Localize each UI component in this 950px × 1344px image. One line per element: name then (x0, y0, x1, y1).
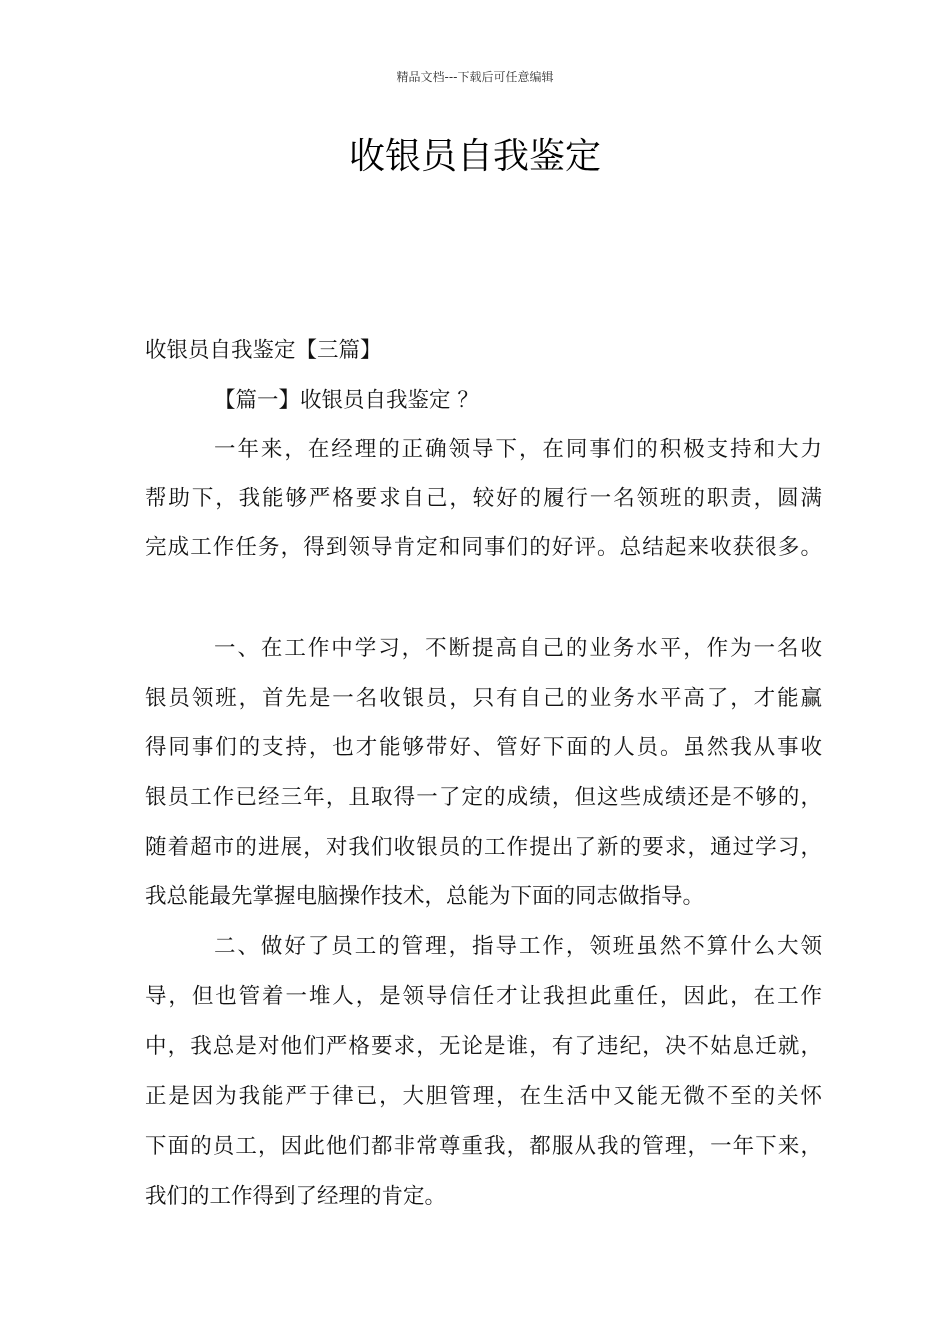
paragraph-line: 银员领班，首先是一名收银员，只有自己的业务水平高了，才能赢 (145, 686, 822, 711)
paragraph-line: 帮助下，我能够严格要求自己，较好的履行一名领班的职责，圆满 (145, 486, 822, 511)
document-title: 收银员自我鉴定 (348, 136, 601, 177)
paragraph-line: 下面的员工，因此他们都非常尊重我，都服从我的管理，一年下来， (145, 1134, 822, 1159)
paragraph-line: 一年来，在经理的正确领导下，在同事们的积极支持和大力 (214, 437, 822, 462)
paragraph-line: 一、在工作中学习，不断提高自己的业务水平，作为一名收 (214, 636, 822, 661)
subtitle: 收银员自我鉴定【三篇】 (145, 338, 382, 363)
paragraph-line: 我总能最先掌握电脑操作技术，总能为下面的同志做指导。 (145, 884, 705, 909)
paragraph-line: 正是因为我能严于律已，大胆管理，在生活中又能无微不至的关怀 (145, 1084, 822, 1109)
paragraph-line: 银员工作已经三年，且取得一了定的成绩，但这些成绩还是不够的， (145, 785, 822, 810)
paragraph-line: 完成工作任务，得到领导肯定和同事们的好评。总结起来收获很多。 (145, 535, 822, 560)
paragraph-line: 我们的工作得到了经理的肯定。 (145, 1184, 447, 1209)
page-header: 精品文档---下载后可任意编辑 (396, 70, 554, 84)
paragraph-line: 中，我总是对他们严格要求，无论是谁，有了违纪，决不姑息迁就， (145, 1034, 822, 1059)
paragraph-line: 二、做好了员工的管理，指导工作，领班虽然不算什么大领 (214, 934, 822, 959)
paragraph-line: 得同事们的支持，也才能够带好、管好下面的人员。虽然我从事收 (145, 735, 822, 760)
paragraph-line: 随着超市的进展，对我们收银员的工作提出了新的要求，通过学习， (145, 835, 822, 860)
section-heading: 【篇一】收银员自我鉴定 ？ (214, 388, 479, 413)
paragraph-line: 导，但也管着一堆人，是领导信任才让我担此重任，因此，在工作 (145, 984, 822, 1009)
